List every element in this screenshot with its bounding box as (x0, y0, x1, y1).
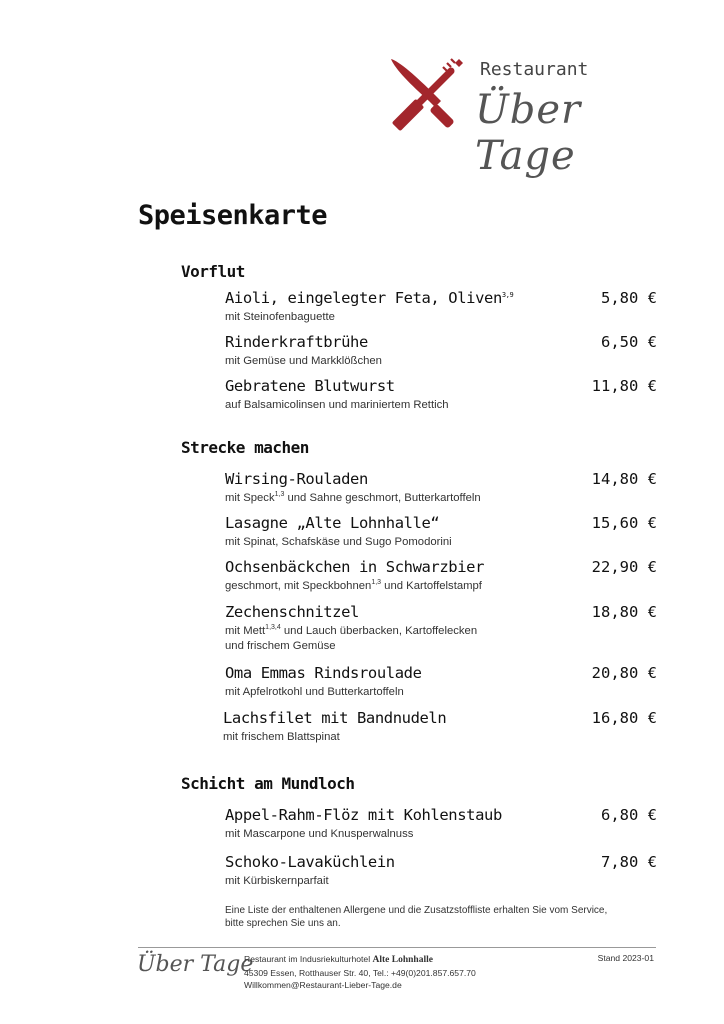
item-price: 14,80 € (591, 470, 657, 488)
crossed-knife-hammer-icon (385, 55, 475, 135)
item-description: mit Kürbiskernparfait (225, 875, 329, 887)
item-name: Oma Emmas Rindsroulade (225, 664, 422, 682)
footer-brand: Über Tage (137, 952, 254, 977)
item-name: Lasagne „Alte Lohnhalle“ (225, 514, 440, 532)
item-price: 15,60 € (591, 514, 657, 532)
menu-item (225, 664, 657, 700)
item-description: mit Mett$^{1,3,4}$ und Lauch überbacken, Kartoffelecken und frischem Gemüse (225, 624, 478, 652)
allergen-note: Eine Liste der enthaltenen Allergene und die Zusatzstoffliste erhalten Sie vom Service, bitte sprechen Sie uns an. (225, 905, 608, 929)
menu-item (225, 853, 657, 889)
section-title-vorflut: Vorflut (181, 262, 245, 281)
item-name: Wirsing-Rouladen (225, 470, 368, 488)
logo-restaurant-label: Restaurant (480, 59, 589, 80)
item-description: mit Apfelrotkohl und Butterkartoffeln (225, 686, 404, 698)
item-price: 16,80 € (591, 709, 657, 727)
item-price: 20,80 € (591, 664, 657, 682)
menu-item (225, 289, 657, 325)
item-description: auf Balsamicolinsen und mariniertem Rettich (225, 399, 449, 411)
restaurant-logo (385, 55, 665, 179)
item-description: mit Mascarpone und Knusperwalnuss (225, 828, 414, 840)
item-name: Gebratene Blutwurst (225, 377, 395, 395)
item-price: 6,50 € (601, 333, 657, 351)
item-description: mit Speck$^{1,3}$ und Sahne geschmort, Butterkartoffeln (225, 491, 481, 504)
allergen-sup: 3,9 (501, 290, 514, 299)
footer-stand-date: Stand 2023-01 (597, 953, 654, 963)
item-price: 18,80 € (591, 603, 657, 621)
menu-item (225, 603, 657, 654)
item-price: 11,80 € (591, 377, 657, 395)
menu-item (223, 709, 657, 745)
item-description: mit Gemüse und Markklößchen (225, 355, 382, 367)
section-title-strecke-machen: Strecke machen (181, 438, 309, 457)
section-title-schicht-am-mundloch: Schicht am Mundloch (181, 774, 355, 793)
item-name: Lachsfilet mit Bandnudeln (223, 709, 447, 727)
item-description: mit frischem Blattspinat (223, 731, 340, 743)
item-price: 5,80 € (601, 289, 657, 307)
menu-item (225, 514, 657, 550)
item-description: geschmort, mit Speckbohnen$^{1,3}$ und Kartoffelstampf (225, 579, 482, 592)
item-price: 7,80 € (601, 853, 657, 871)
item-name: Appel-Rahm-Flöz mit Kohlenstaub (225, 806, 502, 824)
footer-divider (138, 947, 656, 948)
menu-item (225, 806, 657, 842)
item-description: mit Steinofenbaguette (225, 311, 335, 323)
item-name: Ochsenbäckchen in Schwarzbier (225, 558, 485, 576)
menu-item (225, 333, 657, 369)
logo-brand-name: Über Tage (475, 87, 582, 179)
footer-address: Restaurant im Indusriekulturhotel Alte Lohnhalle 45309 Essen, Rotthauser Str. 40, Tel.: +49(0)201.857.657.70 Willkommen@Restaurant-Lieber-Tage.de (244, 954, 476, 990)
footer-email: Willkommen@Restaurant-Lieber-Tage.de (244, 980, 402, 990)
item-price: 6,80 € (601, 806, 657, 824)
item-name: Schoko-Lavaküchlein (225, 853, 395, 871)
menu-item (225, 470, 657, 506)
menu-item (225, 377, 657, 413)
item-price: 22,90 € (591, 558, 657, 576)
item-name: Zechenschnitzel (225, 603, 359, 621)
menu-item (225, 558, 657, 594)
menu-title: Speisenkarte (138, 200, 328, 231)
item-name: Aioli, eingelegter Feta, Oliven$^{3,9}$ (225, 289, 514, 307)
item-name: Rinderkraftbrühe (225, 333, 368, 351)
item-description: mit Spinat, Schafskäse und Sugo Pomodorini (225, 536, 452, 548)
